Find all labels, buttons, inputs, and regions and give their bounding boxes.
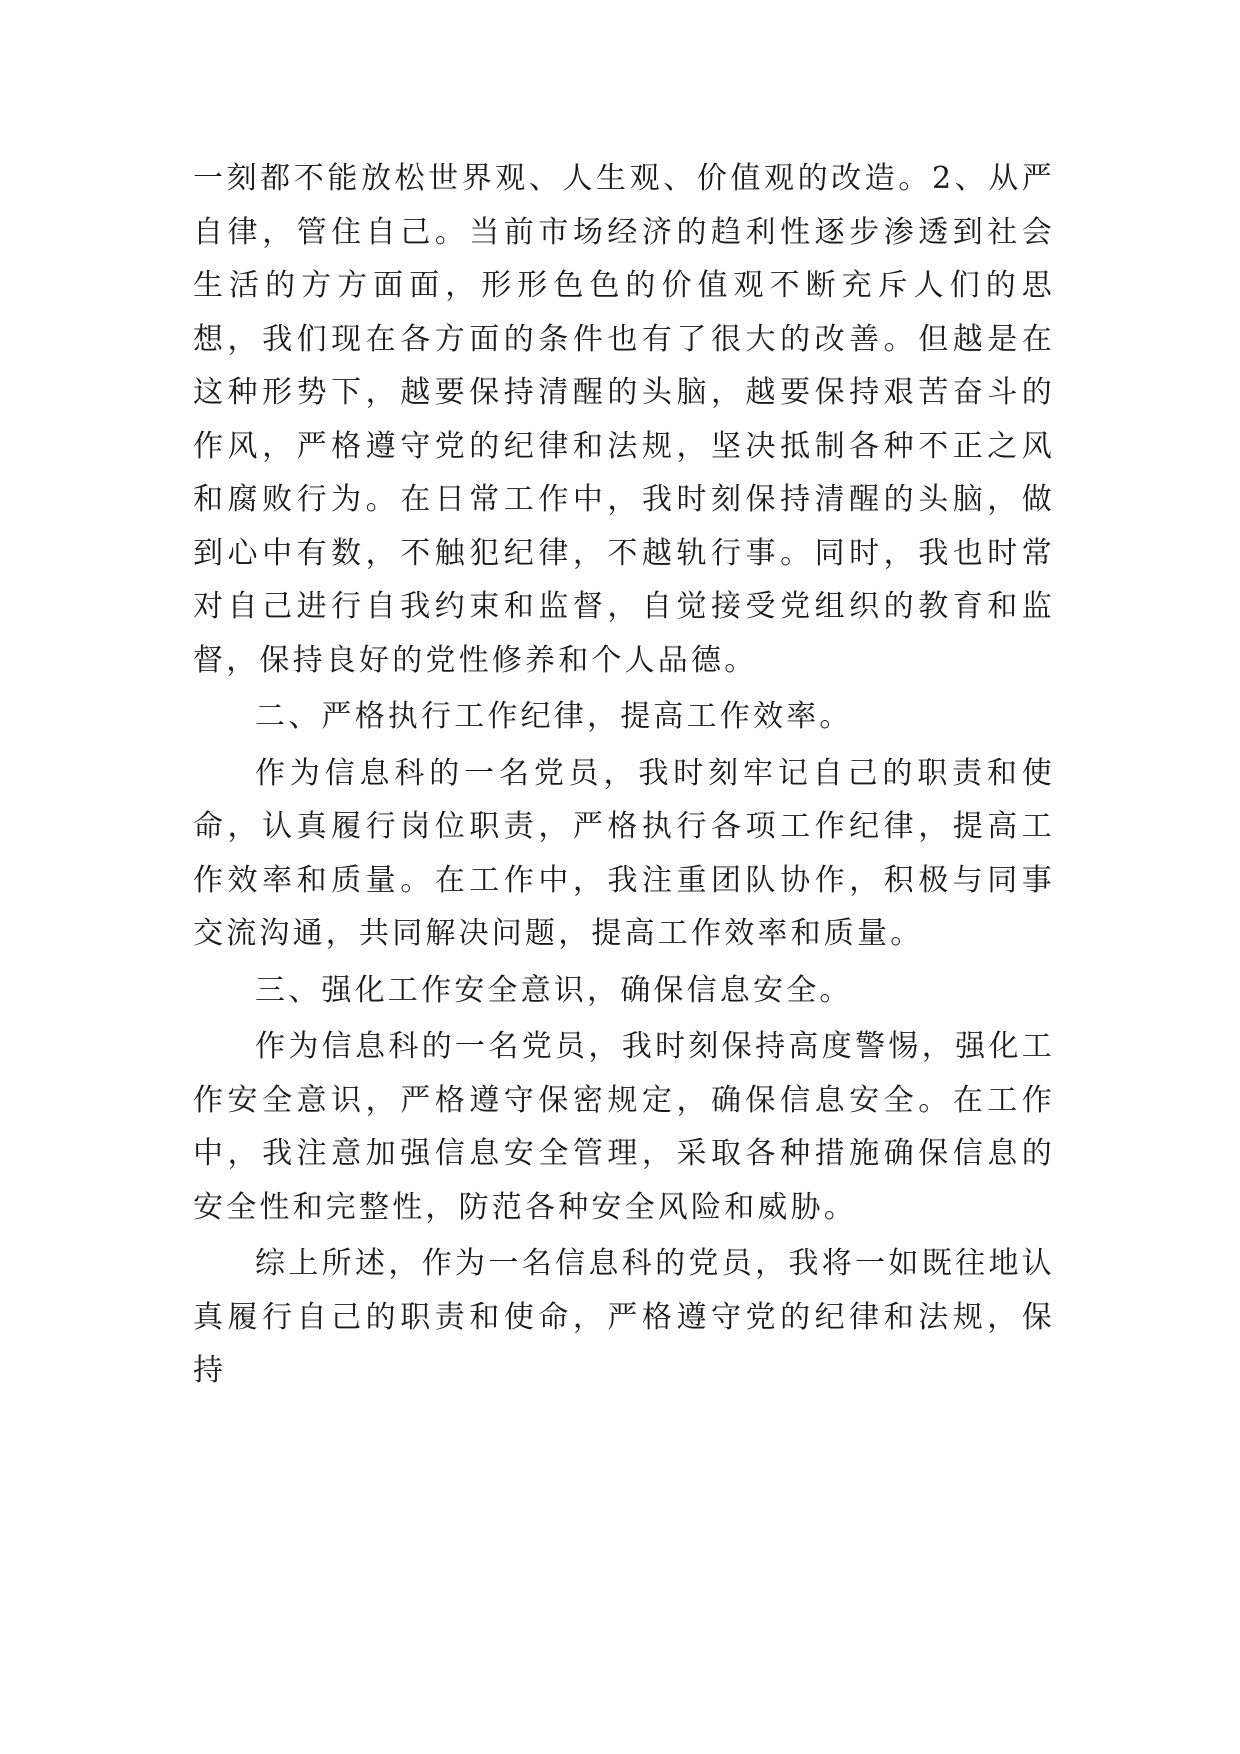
paragraph-section-3: 作为信息科的一名党员，我时刻保持高度警惕，强化工作安全意识，严格遵守保密规定，确保信息安全。在工作中，我注意加强信息安全管理，采取各种措施确保信息的安全性和完整性，防范各种安全风险和威胁。 [193,1029,1055,1225]
section-heading-3: 三、强化工作安全意识，确保信息安全。 [255,972,853,1008]
document-body [193,152,1055,1398]
section-heading-2: 二、严格执行工作纪律，提高工作效率。 [255,699,853,734]
paragraph-continued: 一刻都不能放松世界观、人生观、价值观的改造。2、从严自律，管住自己。当前市场经济的趋利性逐步渗透到社会生活的方方面面，形形色色的价值观不断充斥人们的思想，我们现在各方面的条件也有了很大的改善。但越是在这种形势下，越要保持清醒的头脑，越要保持艰苦奋斗的作风，严格遵守党的纪律和法规，坚决抵制各种不正之风和腐败行为。在日常工作中，我时刻保持清醒的头脑，做到心中有数，不触犯纪律，不越轨行事。同时，我也时常对自己进行自我约束和监督，自觉接受党组织的教育和监督，保持良好的党性修养和个人品德。 [193,161,1055,678]
paragraph-summary: 综上所述，作为一名信息科的党员，我将一如既往地认真履行自己的职责和使命，严格遵守党的纪律和法规，保持 [193,1246,1055,1388]
paragraph-section-2: 作为信息科的一名党员，我时刻牢记自己的职责和使命，认真履行岗位职责，严格执行各项工作纪律，提高工作效率和质量。在工作中，我注重团队协作，积极与同事交流沟通，共同解决问题，提高工作效率和质量。 [193,755,1055,951]
